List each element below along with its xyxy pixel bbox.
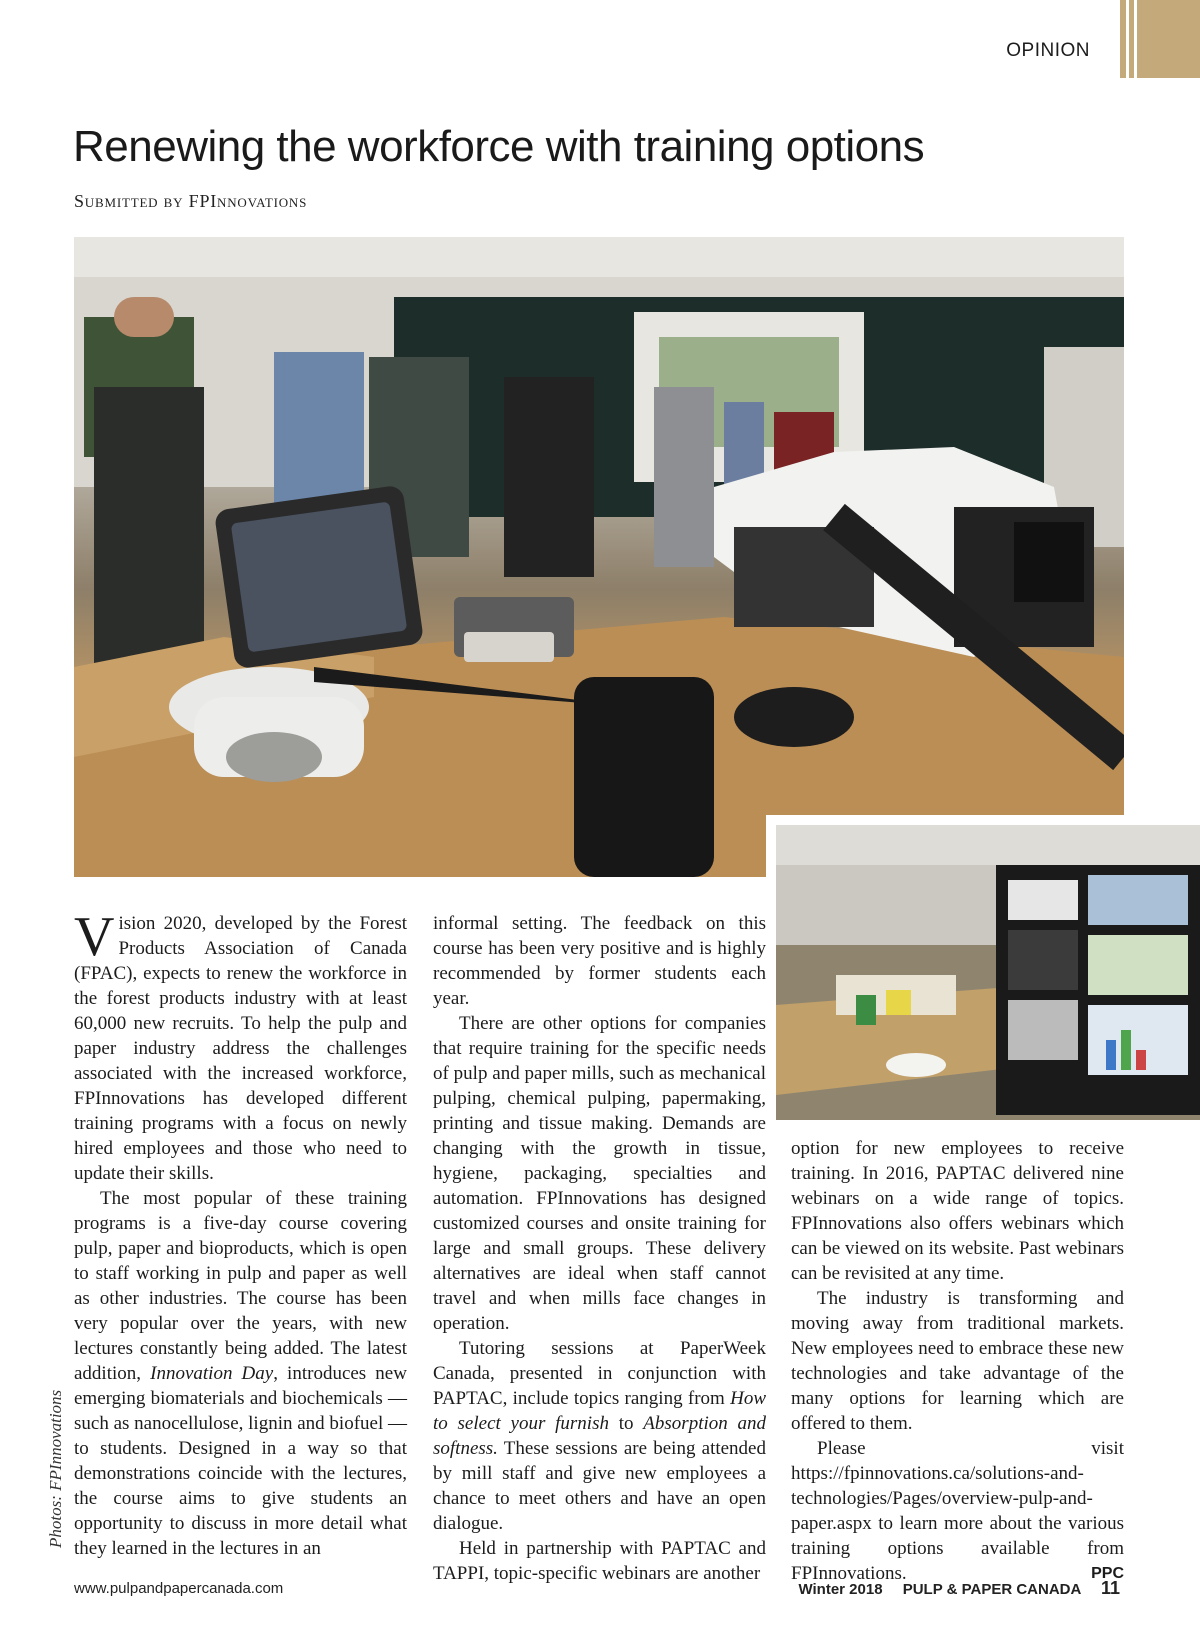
edge-stripe [1134,0,1137,78]
article-column-1 [74,906,407,1561]
emphasis-text: How to select your furnish [433,1388,766,1434]
inset-photo [766,815,1200,1120]
emphasis-text: Absorption and softness. [433,1413,767,1459]
paragraph: The industry is transforming and moving away from traditional markets. New employees need to embrace these new technologies and take advantage of the many options for learning which are offered to them. [791,1288,1124,1434]
footer-info [798,1578,1120,1599]
paragraph: informal setting. The feedback on this course has been very positive and is highly recommended by former students each year. [433,913,766,1009]
paragraph: There are other options for companies that require training for the specific needs of pulp and paper mills, such as mechanical pulping, chemical pulping, papermaking, printing and tissue making. Demands are changing with the growth in tissue, hygiene, packaging, specialties and automation. FPInnovations has designed customized courses and onsite training for large and small groups. These delivery alternatives are ideal when staff cannot travel and when mills face changes in operation. [433,1013,766,1334]
paragraph [74,1186,407,1561]
footer-issue: Winter 2018 [798,1581,883,1598]
paragraph [74,906,407,1186]
inset-photo-illustration [776,825,1200,1120]
paragraph: option for new employees to receive training. In 2016, PAPTAC delivered nine webinars on a wide range of topics. FPInnovations also offers webinars which can be viewed on its website. Past webinars can be revisited at any time. [791,1138,1124,1284]
paragraph-text: Please visit https://fpinnovations.ca/solutions-and-technologies/Pages/overview-pulp-and-paper.aspx to learn more about the various training options available from FPInnovations. [791,1438,1124,1584]
main-photo [74,237,1124,877]
edge-stripe [1126,0,1129,78]
edge-tab [1120,0,1200,78]
paragraph [433,1336,766,1536]
article-column-2 [433,911,766,1586]
section-label: OPINION [1006,40,1090,61]
paragraph-text: The most popular of these training programs is a five-day course covering pulp, paper and bioproducts, which is open to staff working in pulp and paper as well as other industries. The course has been very popular over the years, with new lectures constantly being added. The latest addition, [74,1188,407,1384]
paragraph-text: to [608,1413,644,1434]
signoff: PPC [1091,1565,1124,1582]
byline: Submitted by FPInnovations [74,191,308,211]
paragraph [791,1436,1124,1586]
paragraph-text: , introduces new emerging biomaterials and biochemicals — such as nanocellulose, lignin and biofuel — to students. Designed in a way so that demonstrations coincide with the lectures, the course aims to give students an opportunity to discuss in more detail what they learned in the lectures in an [74,1363,407,1559]
footer-url: www.pulpandpapercanada.com [74,1580,284,1597]
article-title: Renewing the workforce with training options [73,122,925,171]
emphasis-text: Innovation Day [150,1363,274,1384]
main-photo-illustration [74,237,1124,877]
drop-cap: V [74,906,115,968]
paragraph-text: Tutoring sessions at PaperWeek Canada, presented in conjunction with PAPTAC, include topics ranging from [433,1338,766,1409]
paragraph: Held in partnership with PAPTAC and TAPPI, topic-specific webinars are another [433,1538,766,1584]
photo-credit: Photos: FPInnovations [46,1389,65,1548]
footer-publication: PULP & PAPER CANADA [902,1581,1081,1598]
article-column-3 [791,1136,1124,1586]
paragraph-text: These sessions are being attended by mill staff and give new employees a chance to meet others and have an open dialogue. [433,1438,766,1534]
paragraph-text: ision 2020, developed by the Forest Products Association of Canada (FPAC), expects to renew the workforce in the forest products industry with at least 60,000 new recruits. To help the pulp and paper industry address the challenges associated with the increased workforce, FPInnovations has developed different training programs with a focus on newly hired employees and those who need to update their skills. [74,913,407,1184]
page-number: 11 [1100,1578,1120,1598]
